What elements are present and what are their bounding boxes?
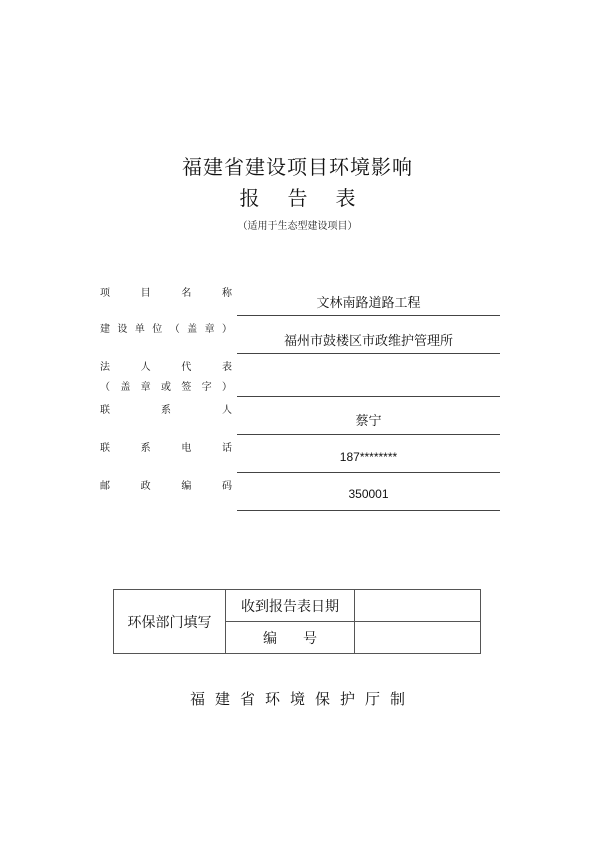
receipt-date-label: 收到报告表日期 (226, 590, 355, 622)
postal-code-label: 邮政编码 (100, 481, 232, 492)
report-applicability-note: （适用于生态型建设项目） (237, 221, 358, 232)
postal-code-underline (237, 510, 500, 511)
postal-code-value: 350001 (348, 487, 389, 501)
contact-person-label: 联系人 (100, 405, 232, 416)
env-dept-table (113, 589, 481, 654)
construction-unit-label: 建设单位（盖章） (100, 324, 232, 335)
construction-unit-value: 福州市鼓楼区市政维护管理所 (283, 334, 453, 349)
contact-phone-label: 联系电话 (100, 443, 232, 454)
env-dept-section-label: 环保部门填写 (114, 590, 226, 654)
contact-person-underline (237, 434, 500, 435)
contact-phone-value: 187******** (339, 450, 398, 464)
receipt-date-field[interactable] (355, 590, 481, 622)
project-name-value: 文林南路道路工程 (316, 296, 421, 311)
issuer-footer: 福建省环境保护厅制 (189, 690, 415, 708)
number-label: 编号 (263, 630, 343, 647)
number-label-cell (226, 622, 355, 654)
report-subtitle-main: 报告表 (239, 186, 384, 210)
project-name-underline (237, 315, 500, 316)
project-name-label: 项目名称 (100, 288, 232, 299)
legal-rep-label: 法人代表 (100, 362, 232, 373)
legal-rep-underline (237, 396, 500, 397)
construction-unit-underline (237, 353, 500, 354)
report-title: 福建省建设项目环境影响 (182, 155, 413, 179)
contact-phone-underline (237, 472, 500, 473)
contact-person-value: 蔡宁 (355, 414, 382, 429)
number-field[interactable] (355, 622, 481, 654)
legal-rep-sign-label: （盖章或签字） (100, 382, 232, 393)
